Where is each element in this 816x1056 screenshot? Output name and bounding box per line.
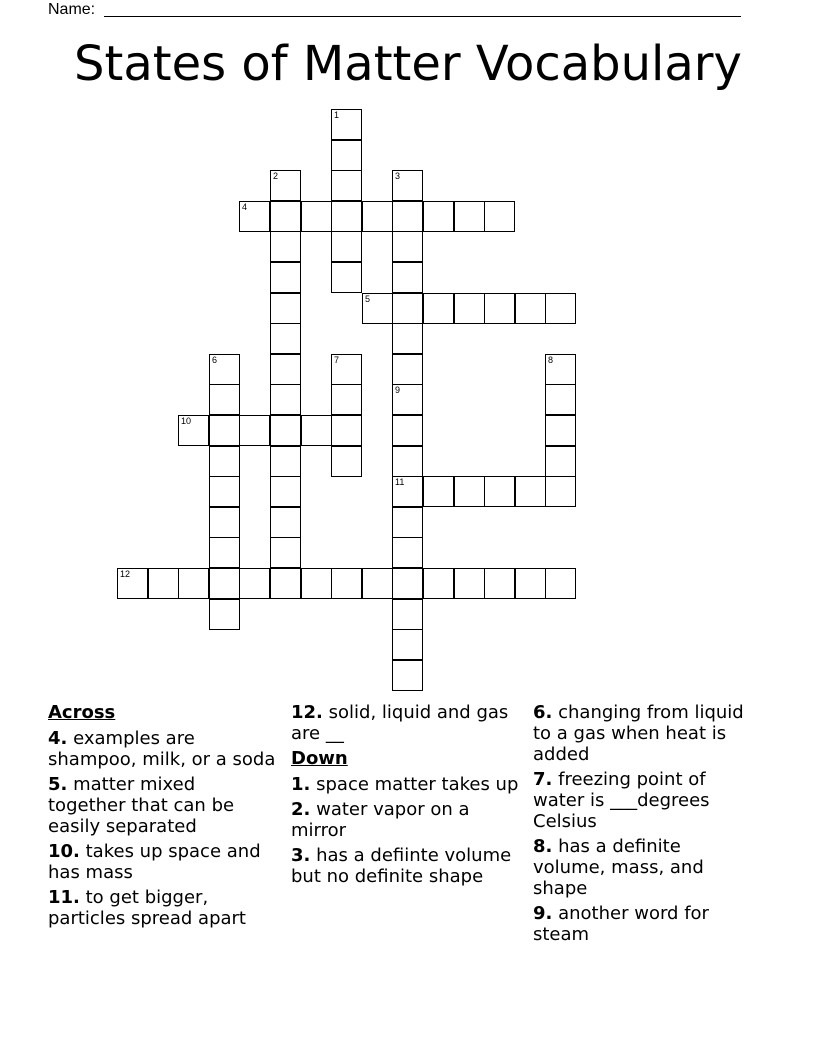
clue-down-1 [291, 774, 523, 795]
grid-cell[interactable] [392, 384, 423, 415]
clue-text: has a definite volume, mass, and shape [533, 836, 704, 899]
grid-cell[interactable] [331, 568, 362, 599]
clue-text: matter mixed together that can be easily separated [48, 774, 235, 837]
grid-cell[interactable] [301, 201, 332, 232]
grid-cell[interactable] [270, 537, 301, 568]
grid-cell[interactable] [515, 568, 546, 599]
cell-number: 12 [120, 569, 131, 579]
grid-cell[interactable] [209, 354, 240, 385]
clue-number: 8. [533, 836, 553, 857]
grid-cell[interactable] [209, 599, 240, 630]
clue-number: 5. [48, 774, 68, 795]
cell-number: 10 [181, 416, 192, 426]
grid-cell[interactable] [392, 231, 423, 262]
clue-number: 11. [48, 887, 80, 908]
grid-cell[interactable] [301, 415, 332, 446]
clue-across-5 [48, 774, 278, 837]
grid-cell[interactable] [545, 354, 576, 385]
clue-number: 7. [533, 769, 553, 790]
grid-cell[interactable] [392, 415, 423, 446]
grid-cell[interactable] [392, 170, 423, 201]
clue-text: takes up space and has mass [48, 841, 261, 883]
clue-number: 4. [48, 728, 68, 749]
grid-cell[interactable] [423, 476, 454, 507]
grid-cell[interactable] [331, 231, 362, 262]
clue-across-11 [48, 887, 278, 929]
name-label: Name: [48, 1, 96, 18]
grid-cell[interactable] [392, 323, 423, 354]
grid-cell[interactable] [270, 568, 301, 599]
grid-cell[interactable] [362, 201, 393, 232]
grid-cell[interactable] [209, 415, 240, 446]
grid-cell[interactable] [331, 262, 362, 293]
grid-cell[interactable] [545, 293, 576, 324]
grid-cell[interactable] [392, 354, 423, 385]
clue-text: another word for steam [533, 903, 709, 945]
grid-cell[interactable] [270, 476, 301, 507]
grid-cell[interactable] [209, 568, 240, 599]
grid-cell[interactable] [270, 262, 301, 293]
grid-cell[interactable] [270, 384, 301, 415]
clue-down-9 [533, 903, 753, 945]
down-heading: Down [291, 748, 348, 769]
grid-cell[interactable] [270, 415, 301, 446]
grid-cell[interactable] [545, 384, 576, 415]
grid-cell[interactable] [423, 568, 454, 599]
grid-cell[interactable] [454, 568, 485, 599]
grid-cell[interactable] [301, 568, 332, 599]
grid-cell[interactable] [484, 293, 515, 324]
grid-cell[interactable] [209, 446, 240, 477]
cell-number: 6 [212, 355, 218, 365]
clues-column-3 [533, 702, 753, 949]
clue-text: changing from liquid to a gas when heat is added [533, 702, 744, 765]
grid-cell[interactable] [239, 201, 270, 232]
grid-cell[interactable] [331, 201, 362, 232]
grid-cell[interactable] [270, 323, 301, 354]
grid-cell[interactable] [515, 293, 546, 324]
grid-cell[interactable] [423, 293, 454, 324]
grid-cell[interactable] [423, 201, 454, 232]
grid-cell[interactable] [270, 507, 301, 538]
grid-cell[interactable] [392, 629, 423, 660]
clue-number: 3. [291, 845, 311, 866]
clue-number: 6. [533, 702, 553, 723]
grid-cell[interactable] [209, 476, 240, 507]
grid-cell[interactable] [270, 201, 301, 232]
clue-number: 10. [48, 841, 80, 862]
cell-number: 5 [365, 294, 371, 304]
clue-down-3 [291, 845, 523, 887]
clue-text: has a defiinte volume but no definite shape [291, 845, 512, 887]
cell-number: 4 [242, 202, 248, 212]
grid-cell[interactable] [178, 568, 209, 599]
grid-cell[interactable] [454, 201, 485, 232]
clue-across-4 [48, 728, 278, 770]
grid-cell[interactable] [545, 415, 576, 446]
grid-cell[interactable] [362, 568, 393, 599]
grid-cell[interactable] [331, 354, 362, 385]
across-heading: Across [48, 702, 116, 723]
grid-cell[interactable] [270, 231, 301, 262]
grid-cell[interactable] [209, 384, 240, 415]
grid-cell[interactable] [331, 446, 362, 477]
clue-down-6 [533, 702, 753, 765]
grid-cell[interactable] [331, 170, 362, 201]
grid-cell[interactable] [362, 293, 393, 324]
grid-cell[interactable] [515, 476, 546, 507]
cell-number: 3 [395, 171, 401, 181]
grid-cell[interactable] [148, 568, 179, 599]
grid-cell[interactable] [454, 476, 485, 507]
clue-text: space matter takes up [316, 774, 519, 795]
grid-cell[interactable] [392, 507, 423, 538]
clue-number: 2. [291, 799, 311, 820]
clue-number: 9. [533, 903, 553, 924]
grid-cell[interactable] [454, 293, 485, 324]
grid-cell[interactable] [392, 293, 423, 324]
grid-cell[interactable] [392, 599, 423, 630]
cell-number: 1 [334, 110, 340, 120]
clue-text: to get bigger, particles spread apart [48, 887, 246, 929]
page-title: States of Matter Vocabulary [74, 36, 742, 92]
grid-cell[interactable] [270, 170, 301, 201]
clue-text: freezing point of water is ___degrees Celsius [533, 769, 710, 832]
grid-cell[interactable] [484, 476, 515, 507]
grid-cell[interactable] [392, 262, 423, 293]
clue-across-10 [48, 841, 278, 883]
grid-cell[interactable] [331, 140, 362, 171]
grid-cell[interactable] [392, 537, 423, 568]
clue-down-2 [291, 799, 523, 841]
clue-text: solid, liquid and gas are __ [291, 702, 509, 744]
cell-number: 11 [395, 477, 405, 487]
grid-cell[interactable] [392, 660, 423, 691]
grid-cell[interactable] [392, 568, 423, 599]
clue-text: water vapor on a mirror [291, 799, 470, 841]
grid-cell[interactable] [392, 476, 423, 507]
grid-cell[interactable] [545, 476, 576, 507]
grid-cell[interactable] [270, 446, 301, 477]
clue-across-12 [291, 702, 523, 744]
grid-cell[interactable] [331, 415, 362, 446]
grid-cell[interactable] [392, 201, 423, 232]
grid-cell[interactable] [270, 354, 301, 385]
clue-text: examples are shampoo, milk, or a soda [48, 728, 276, 770]
clue-down-7 [533, 769, 753, 832]
grid-cell[interactable] [178, 415, 209, 446]
grid-cell[interactable] [331, 384, 362, 415]
grid-cell[interactable] [209, 507, 240, 538]
clues-column-2 [291, 702, 523, 891]
grid-cell[interactable] [117, 568, 148, 599]
clue-number: 1. [291, 774, 311, 795]
grid-cell[interactable] [545, 446, 576, 477]
clue-number: 12. [291, 702, 323, 723]
grid-cell[interactable] [331, 109, 362, 140]
clues-column-1 [48, 702, 278, 933]
grid-cell[interactable] [209, 537, 240, 568]
grid-cell[interactable] [545, 568, 576, 599]
cell-number: 2 [273, 171, 279, 181]
clue-down-8 [533, 836, 753, 899]
grid-cell[interactable] [270, 293, 301, 324]
grid-cell[interactable] [392, 446, 423, 477]
grid-cell[interactable] [239, 568, 270, 599]
grid-cell[interactable] [484, 568, 515, 599]
cell-number: 9 [395, 385, 401, 395]
grid-cell[interactable] [484, 201, 515, 232]
grid-cell[interactable] [239, 415, 270, 446]
cell-number: 7 [334, 355, 340, 365]
cell-number: 8 [548, 355, 554, 365]
